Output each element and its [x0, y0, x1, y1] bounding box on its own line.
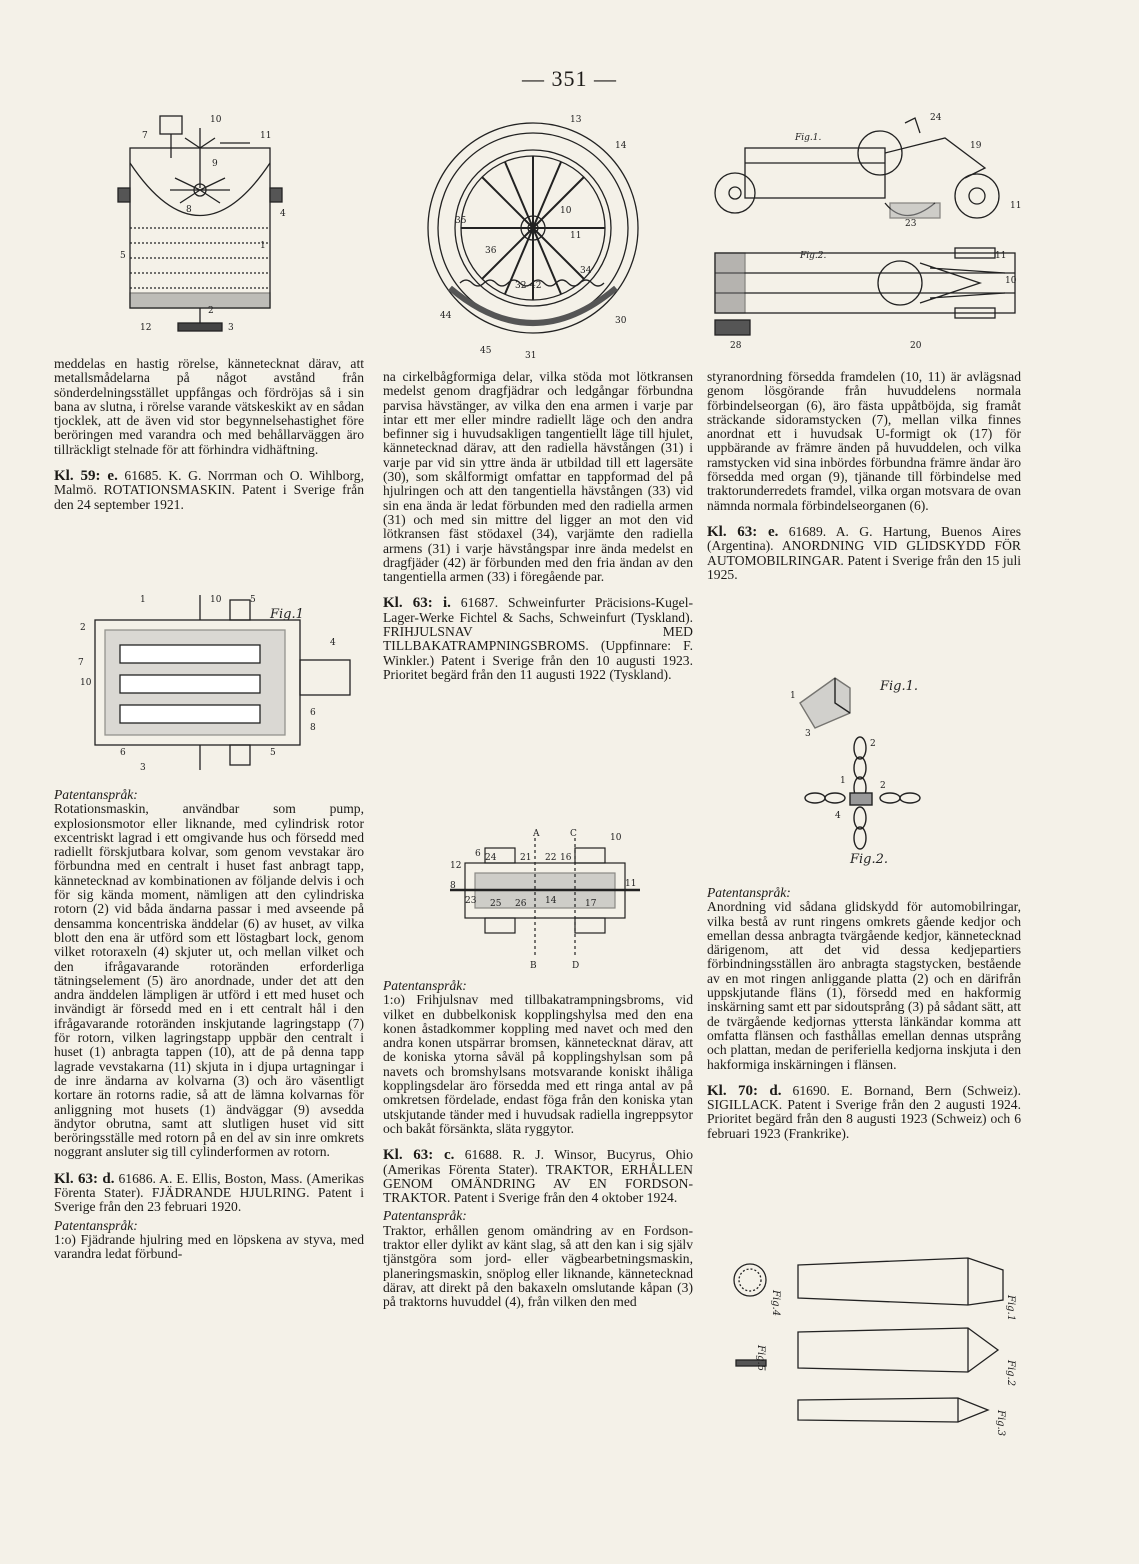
svg-text:14: 14 [545, 896, 557, 906]
svg-text:5: 5 [270, 748, 276, 758]
svg-text:30: 30 [615, 316, 627, 326]
rotation-machine-fig-label: Fig.1 [270, 607, 304, 622]
column-2-lower [383, 975, 693, 1310]
svg-text:16: 16 [560, 853, 572, 863]
entry-61685-text: 61685. K. G. Norrman och O. Wihlborg, Malmö. ROTATIONSMASKIN. Patent i Sverige från den 24 september 1921. [54, 468, 364, 512]
page-number: — 351 — [522, 66, 617, 91]
entry-61685 [54, 469, 364, 512]
svg-text:14: 14 [615, 141, 627, 151]
svg-text:1: 1 [840, 776, 846, 786]
svg-text:10: 10 [560, 206, 572, 216]
svg-text:10: 10 [80, 678, 92, 688]
claim-label-61688: Patentanspråk: [383, 1208, 467, 1224]
claim-label-61685: Patentanspråk: [54, 787, 138, 802]
entry-61689-class: Kl. 63: e. [707, 523, 779, 540]
svg-text:10: 10 [1005, 276, 1017, 286]
svg-text:11: 11 [570, 231, 582, 241]
svg-text:1: 1 [260, 241, 266, 251]
entry-61689-text: 61689. A. G. Hartung, Buenos Aires (Argentina). ANORDNING VID GLIDSKYDD FÖR AUTOMOBILRINGAR. Patent i Sverige från den 15 juli 1925. [707, 523, 1021, 582]
svg-text:24: 24 [930, 113, 942, 123]
svg-text:Fig.1.: Fig.1. [795, 133, 822, 143]
column-2 [383, 370, 693, 682]
entry-61688-class: Kl. 63: c. [383, 1147, 455, 1164]
column-1-lower [54, 784, 364, 1262]
entry-61686 [54, 1172, 364, 1215]
column-1 [54, 357, 364, 512]
svg-text:17: 17 [585, 899, 597, 909]
svg-text:13: 13 [570, 115, 582, 125]
column-2-continuation: na cirkelbågformiga delar, vilka stöda mot lötkransen medelst genom dragfjädrar och ledgångar förbundna parvisa hävstänger, av vilka den ena armen i varje par intar ett mer eller mindre radiellt läge och den andra befinner sig i huvudsakligen tangentiellt läge till hjulet, kännetecknad därav, att den radiella hävstången (31) i varje par vid sin yttre ända är utbildad till ett lagersäte (30), som skålformigt omfattar en tappformad del på hjulringen och att den tangentiella hävstången (33) vid sin ena ända är ledat förbunden med den radiella armen (31) och med sin mittre del ligger an mot den vid lötkransen fäst stödaxel (34), varjämte den radiella armens (31) i varje hävstångspar inre ända medelst en dragfjäder (42) är förbunden med den fria ändan av den tangentiella armen (33) i föregående par. [383, 369, 693, 585]
svg-text:21: 21 [520, 853, 532, 863]
svg-text:Fig.3: Fig.3 [995, 1410, 1006, 1437]
entry-61690 [707, 1084, 1021, 1141]
svg-text:1: 1 [790, 691, 796, 701]
svg-text:7: 7 [78, 658, 84, 668]
claim-label-61689: Patentanspråk: [707, 885, 791, 900]
svg-text:19: 19 [970, 141, 982, 151]
entry-61685-class: Kl. 59: e. [54, 468, 118, 485]
svg-text:8: 8 [186, 205, 192, 215]
claim-text-61689: Anordning vid sådana glidskydd för automobilringar, vilka bestå av runt ringens omkrets gående kedjor och emellan dessa anbragta tvärgående kedjor, kännetecknad därigenom, att det vid dessa kedjepartiers förbindningsställen äro anbragta stagstycken, bestående av en mot ringen anliggande platta (2) och en därifrån uppskjutande fläns (1), försedd med en hakformig inskärning samt ett par sidoutsprång (3) på sådant sätt, att de tvärgående kedjornas yttersta länkändar komma att omfatta flänsen och fasthållas emellan dennas utsprång och plattan, medan de periferiella kedjorna inskjuta i den hakformiga inskärningen i flänsen. [707, 899, 1021, 1072]
svg-text:B: B [530, 961, 537, 970]
column-3-continuation: styranordning försedda framdelen (10, 11) är avlägsnad genom lösgörande från huvuddelens normala förbindelseorgan (6), äro fästa uppåtböjda, sig framåt sträckande sidoramstycken (7), mellan vilka finnes anordnat ett i huvudsak U-formigt ok (17) för uppbärande av främre änden på huvuddelen, och vilka ramstycken vid sina inbördes förbundna främre ändar äro försedda med organ (9), tjänande till förbindelse med traktorunderredets framdel, vilka organ motsvara de ovan nämnda normala förbindelseorganen (6). [707, 369, 1021, 513]
claim-text-61688: Traktor, erhållen genom omändring av en Fordson-traktor eller dylikt av känt slag, så att den kan i sig själv tjänstgöra som jord- eller vägbearbetningsmaskin, planeringsmaskin, snöplog eller liknande, kännetecknad därav, att direkt på den bakaxeln omslutande kåpan (3) på traktorns huvuddel (4), från vilken den med [383, 1222, 693, 1310]
atomizer-vessel-figure [100, 108, 300, 353]
svg-text:11: 11 [1010, 201, 1022, 211]
svg-text:Fig.1: Fig.1 [1005, 1295, 1016, 1322]
chain-fig1-label: Fig.1. [880, 679, 919, 694]
claim-text-61686: 1:o) Fjädrande hjulring med en löpskena av styva, med varandra ledat förbund- [54, 1231, 364, 1262]
svg-text:D: D [572, 961, 580, 970]
svg-text:2: 2 [880, 781, 886, 791]
entry-61689 [707, 525, 1021, 582]
svg-text:28: 28 [730, 341, 742, 351]
svg-text:44: 44 [440, 311, 452, 321]
svg-text:8: 8 [310, 723, 316, 733]
svg-text:6: 6 [475, 849, 481, 859]
rotation-machine-figure [60, 590, 360, 780]
svg-text:Fig.2.: Fig.2. [800, 251, 827, 261]
svg-text:3: 3 [140, 763, 146, 773]
column-1-continuation: meddelas en hastig rörelse, kännetecknat därav, att metallsmådelarna på något avstånd från sönderdelningsstället uppfångas och fördröjas så i sin bana av slutna, i rörelse varande vätskeskikt av en sådan tjocklek, att de även vid stor begynnelsehastighet före beröringen med varandra och med behållarväggen äro tillräckligt stelnade för att förhindra vidhäftning. [54, 356, 364, 457]
svg-text:23: 23 [905, 219, 917, 229]
svg-text:23: 23 [465, 896, 477, 906]
entry-61690-text: 61690. E. Bornand, Bern (Schweiz). SIGILLACK. Patent i Sverige från den 2 augusti 1924. Prioritet begärd från den 8 augusti 1923 (Schweiz) och 6 februari 1923 (Frankrike). [707, 1082, 1021, 1141]
entry-61688 [383, 1148, 693, 1205]
svg-text:11: 11 [995, 251, 1007, 261]
svg-text:5: 5 [120, 251, 126, 261]
svg-text:4: 4 [280, 209, 286, 219]
svg-text:11: 11 [625, 879, 637, 889]
svg-text:25: 25 [490, 899, 502, 909]
chain-fig2-label: Fig.2. [850, 852, 889, 867]
svg-text:35: 35 [455, 216, 467, 226]
claim-label-61686: Patentanspråk: [54, 1217, 138, 1233]
entry-61690-class: Kl. 70: d. [707, 1082, 782, 1099]
svg-text:5: 5 [250, 595, 256, 605]
svg-text:12: 12 [450, 861, 462, 871]
svg-text:6: 6 [310, 708, 316, 718]
svg-text:A: A [533, 829, 540, 839]
svg-text:1: 1 [140, 595, 146, 605]
svg-text:10: 10 [610, 833, 622, 843]
svg-text:32: 32 [515, 281, 527, 291]
svg-text:26: 26 [515, 899, 527, 909]
svg-text:11: 11 [260, 131, 272, 141]
entry-61687 [383, 596, 693, 682]
entry-61686-text: 61686. A. E. Ellis, Boston, Mass. (Amerikas Förenta Stater). FJÄDRANDE HJULRING. Patent i Sverige från den 23 februari 1920. [54, 1170, 364, 1215]
entry-61688-text: 61688. R. J. Winsor, Bucyrus, Ohio (Amerikas Förenta Stater). TRAKTOR, ERHÅLLEN GENOM OMÄNDRING AV EN FORDSON-TRAKTOR. Patent i Sverige från den 4 oktober 1924. [383, 1147, 693, 1206]
svg-text:9: 9 [212, 159, 218, 169]
svg-text:Fig.5: Fig.5 [755, 1345, 766, 1372]
svg-text:42: 42 [530, 281, 542, 291]
column-3-lower [707, 882, 1021, 1141]
svg-text:2: 2 [80, 623, 86, 633]
svg-text:34: 34 [580, 266, 592, 276]
svg-text:12: 12 [140, 323, 152, 333]
svg-text:3: 3 [805, 729, 811, 739]
svg-text:31: 31 [525, 351, 537, 361]
svg-text:10: 10 [210, 115, 222, 125]
svg-text:Fig.2: Fig.2 [1005, 1360, 1016, 1387]
spring-wheel-figure [420, 108, 645, 363]
entry-61687-class: Kl. 63: i. [383, 595, 451, 612]
svg-text:C: C [570, 829, 577, 839]
freewheel-hub-figure [445, 828, 645, 970]
svg-text:4: 4 [330, 638, 336, 648]
svg-text:20: 20 [910, 341, 922, 351]
svg-text:Fig.4: Fig.4 [770, 1290, 781, 1317]
claim-text-61687: 1:o) Frihjulsnav med tillbakatrampningsbroms, vid vilket en dubbelkonisk kopplingshylsa med den ena konen åstadkommer koppling med navet och med den andra konen utspärrar bromsen, kännetecknat därav, att de koniska ytorna såväl på kopplingshylsan som på navets och bromshylsans motsvarande koniskt ihåliga kopplingsdelar äro försedda med ett ringa antal av på omkretsen fördelade, endast föga från den koniska ytan utskjutande tänder med i huvudsak radiella ingreppsytor och bakåt försänkta, släta ryggytor. [383, 992, 693, 1136]
svg-text:24: 24 [485, 853, 497, 863]
svg-text:45: 45 [480, 346, 492, 356]
tractor-figure [705, 108, 1025, 360]
entry-61687-text: 61687. Schweinfurter Präcisions-Kugel-Lager-Werke Fichtel & Sachs, Schweinfurt (Tyskland). FRIHJULSNAV MED TILLBAKATRAMPNINGSBROMS. (Uppfinnare: F. Winkler.) Patent i Sverige från den 10 augusti 1923. Prioritet begärd från den 11 augusti 1922 (Tyskland). [383, 595, 694, 682]
svg-text:7: 7 [142, 131, 148, 141]
column-3 [707, 370, 1021, 582]
svg-text:22: 22 [545, 853, 557, 863]
svg-text:2: 2 [208, 306, 214, 316]
tire-chain-figure [780, 668, 950, 868]
entry-61686-class: Kl. 63: d. [54, 1170, 115, 1187]
svg-text:8: 8 [450, 881, 456, 891]
svg-text:10: 10 [210, 595, 222, 605]
svg-text:6: 6 [120, 748, 126, 758]
sealing-wax-figure [728, 1250, 1023, 1450]
claim-label-61687: Patentanspråk: [383, 978, 467, 993]
svg-text:4: 4 [835, 811, 841, 821]
svg-text:3: 3 [228, 323, 234, 333]
svg-text:36: 36 [485, 246, 497, 256]
svg-text:2: 2 [870, 739, 876, 749]
claim-text-61685: Rotationsmaskin, användbar som pump, explosionsmotor eller liknande, med cylindrisk rotor excentriskt lagrad i ett omgivande hus och försedd med radiellt förskjutbara kolvar, som genom vevstakar äro förbundna med en centralt i huset fast anbragt tapp, kännetecknad av kombinationen av följande delvis i och för sig kända moment, nämligen att den cylindriska rotorn (2) vid båda ändarna passar i med avseende på densamma koncentriska änddelar (6) av huset, av vilka blott den ena är utförd som ett löstagbart lock, genom vilket rotoraxeln (4) skjuter ut, och mellan vilket och den ifrågavarande rotoränden erforderliga tätningselement (5) äro anordnade, under det att den andra änddelen lämpligen är utförd i ett med huset och invändigt är försedd med en i ett centralt hål i den ifrågavarande rotoränden inskjutande lagringstapp (7) för rotorn, vilken lagringstapp uppbär den centralt i huset (1) anbragta tappen (10), att de på denna tapp lagrade vevstakarna (11) skjuta in i djupa urtagningar i de inre ändarna av kolvarna (3) och äro väsentligt kortare än rotorns radie, så att de lämna kolvarnas för anliggning mot husets (1) ändväggar (9) avsedda ändytor obrutna, samt att slutligen huset vid sitt beröringsställe med rotorn på en del av sin inre omkrets noggrant ansluter sig till cylinderformen av rotorn. [54, 801, 364, 1160]
